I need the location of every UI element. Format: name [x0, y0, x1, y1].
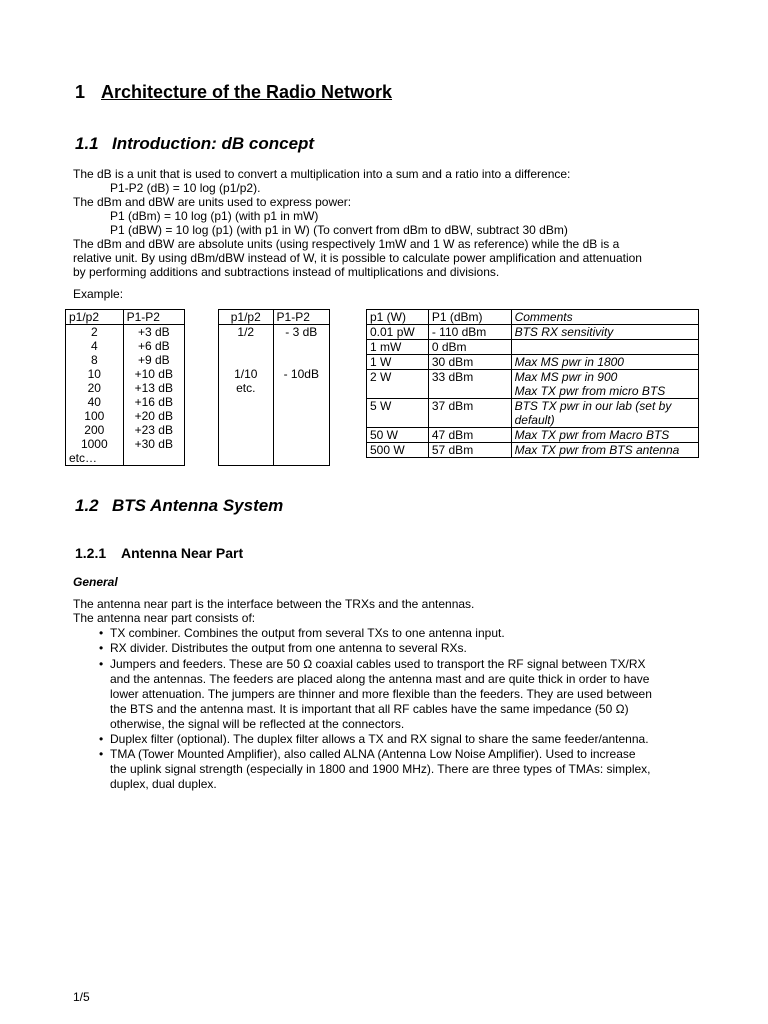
paragraph-line: The antenna near part is the interface between the TRXs and the antennas.	[73, 597, 475, 611]
intro-formula: P1-P2 (dB) = 10 log (p1/p2).	[110, 181, 261, 195]
intro-line: The dB is a unit that is used to convert a multiplication into a sum and a ratio into a difference:	[73, 167, 571, 181]
section-title: Introduction: dB concept	[112, 134, 315, 153]
bullet-text: Duplex filter (optional). The duplex filter allows a TX and RX signal to share the same feeder/antenna.	[110, 732, 649, 746]
table-cell: 1 W	[367, 355, 429, 370]
general-subheading: General	[73, 575, 118, 589]
bullet-text: and the antennas. The feeders are placed along the antenna mast and are quite thick in order to have	[110, 672, 650, 686]
intro-formula: P1 (dBm) = 10 log (p1) (with p1 in mW)	[110, 209, 319, 223]
table-header: P1 (dBm)	[428, 310, 511, 325]
table-cell: Max MS pwr in 1800	[511, 355, 698, 370]
table-cell	[123, 451, 184, 466]
table-cell	[219, 353, 274, 367]
example-label: Example:	[73, 287, 124, 301]
table-cell: 40	[66, 395, 124, 409]
table-cell: 33 dBm	[428, 370, 511, 399]
table-cell: 2	[66, 325, 124, 340]
table-cell: 8	[66, 353, 124, 367]
table-cell: 20	[66, 381, 124, 395]
power-table	[366, 309, 699, 458]
page-number: 1/5	[73, 990, 90, 1004]
table-cell: 47 dBm	[428, 428, 511, 443]
ratio-table-2	[218, 309, 330, 466]
intro-line: by performing additions and subtractions instead of multiplications and divisions.	[73, 265, 500, 279]
ratio-table-1	[65, 309, 185, 466]
section-number: 1.1	[75, 134, 99, 153]
table-cell: - 10dB	[273, 367, 329, 381]
table-cell: 1/2	[219, 325, 274, 340]
table-cell: etc…	[66, 451, 124, 466]
table-cell	[511, 340, 698, 355]
bullet-marker: •	[99, 747, 104, 761]
table-cell: - 3 dB	[273, 325, 329, 340]
bullet-text: Jumpers and feeders. These are 50 Ω coaxial cables used to transport the RF signal between TX/RX	[110, 657, 646, 671]
table-cell: 57 dBm	[428, 443, 511, 458]
table-cell: 1 mW	[367, 340, 429, 355]
table-cell: 30 dBm	[428, 355, 511, 370]
bullet-marker: •	[99, 641, 104, 655]
table-header: p1/p2	[219, 310, 274, 325]
table-cell: 10	[66, 367, 124, 381]
table-cell: +30 dB	[123, 437, 184, 451]
table-cell: BTS TX pwr in our lab (set by default)	[511, 399, 698, 428]
table-cell: - 110 dBm	[428, 325, 511, 340]
section-1-1-heading	[75, 134, 314, 154]
bullet-text: duplex, dual duplex.	[110, 777, 217, 791]
table-cell: Max TX pwr from Macro BTS	[511, 428, 698, 443]
chapter-heading	[75, 82, 392, 103]
table-cell: 0.01 pW	[367, 325, 429, 340]
bullet-marker: •	[99, 626, 104, 640]
table-header: P1-P2	[273, 310, 329, 325]
table-cell: +20 dB	[123, 409, 184, 423]
table-cell: 50 W	[367, 428, 429, 443]
bullet-marker: •	[99, 732, 104, 746]
table-cell: 5 W	[367, 399, 429, 428]
table-cell: 37 dBm	[428, 399, 511, 428]
section-1-2-heading	[75, 496, 283, 516]
intro-line: The dBm and dBW are absolute units (using respectively 1mW and 1 W as reference) while the dB is a	[73, 237, 620, 251]
table-cell: BTS RX sensitivity	[511, 325, 698, 340]
table-cell: etc.	[219, 381, 274, 395]
table-cell	[273, 381, 329, 395]
table-cell: 2 W	[367, 370, 429, 399]
intro-formula: P1 (dBW) = 10 log (p1) (with p1 in W) (To convert from dBm to dBW, subtract 30 dBm)	[110, 223, 568, 237]
table-cell: 1000	[66, 437, 124, 451]
table-cell	[273, 339, 329, 353]
bullet-text: TX combiner. Combines the output from several TXs to one antenna input.	[110, 626, 505, 640]
section-number: 1.2	[75, 496, 99, 515]
table-cell: +9 dB	[123, 353, 184, 367]
chapter-number: 1	[75, 82, 86, 102]
table-cell	[273, 353, 329, 367]
table-cell: +16 dB	[123, 395, 184, 409]
table-cell: +13 dB	[123, 381, 184, 395]
table-cell: Max TX pwr from BTS antenna	[511, 443, 698, 458]
table-cell: 500 W	[367, 443, 429, 458]
table-cell: 1/10	[219, 367, 274, 381]
table-header: p1/p2	[66, 310, 124, 325]
table-cell: 100	[66, 409, 124, 423]
table-cell: 4	[66, 339, 124, 353]
section-title: BTS Antenna System	[112, 496, 284, 515]
bullet-marker: •	[99, 657, 104, 671]
bullet-text: otherwise, the signal will be reflected at the connectors.	[110, 717, 405, 731]
intro-line: relative unit. By using dBm/dBW instead of W, it is possible to calculate power amplification and attenuation	[73, 251, 642, 265]
intro-line: The dBm and dBW are units used to express power:	[73, 195, 352, 209]
subsection-number: 1.2.1	[75, 545, 107, 561]
table-cell: Max MS pwr in 900 Max TX pwr from micro BTS	[511, 370, 698, 399]
table-cell	[219, 339, 274, 353]
table-header: P1-P2	[123, 310, 184, 325]
table-cell: +23 dB	[123, 423, 184, 437]
paragraph-line: The antenna near part consists of:	[73, 611, 256, 625]
subsection-1-2-1-heading	[75, 545, 243, 561]
subsection-title: Antenna Near Part	[121, 545, 244, 561]
table-header: p1 (W)	[367, 310, 429, 325]
bullet-text: the BTS and the antenna mast. It is important that all RF cables have the same impedance (50 Ω)	[110, 702, 629, 716]
table-cell: +6 dB	[123, 339, 184, 353]
table-cell: 0 dBm	[428, 340, 511, 355]
chapter-title: Architecture of the Radio Network	[101, 82, 393, 102]
table-header: Comments	[511, 310, 698, 325]
table-cell: +3 dB	[123, 325, 184, 340]
bullet-text: RX divider. Distributes the output from one antenna to several RXs.	[110, 641, 467, 655]
bullet-text: the uplink signal strength (especially in 1800 and 1900 MHz). There are three types of TMAs: simplex,	[110, 762, 651, 776]
table-cell: 200	[66, 423, 124, 437]
bullet-text: TMA (Tower Mounted Amplifier), also called ALNA (Antenna Low Noise Amplifier). Used to increase	[110, 747, 636, 761]
bullet-text: lower attenuation. The jumpers are thinner and more flexible than the feeders. They are used between	[110, 687, 652, 701]
table-cell: +10 dB	[123, 367, 184, 381]
